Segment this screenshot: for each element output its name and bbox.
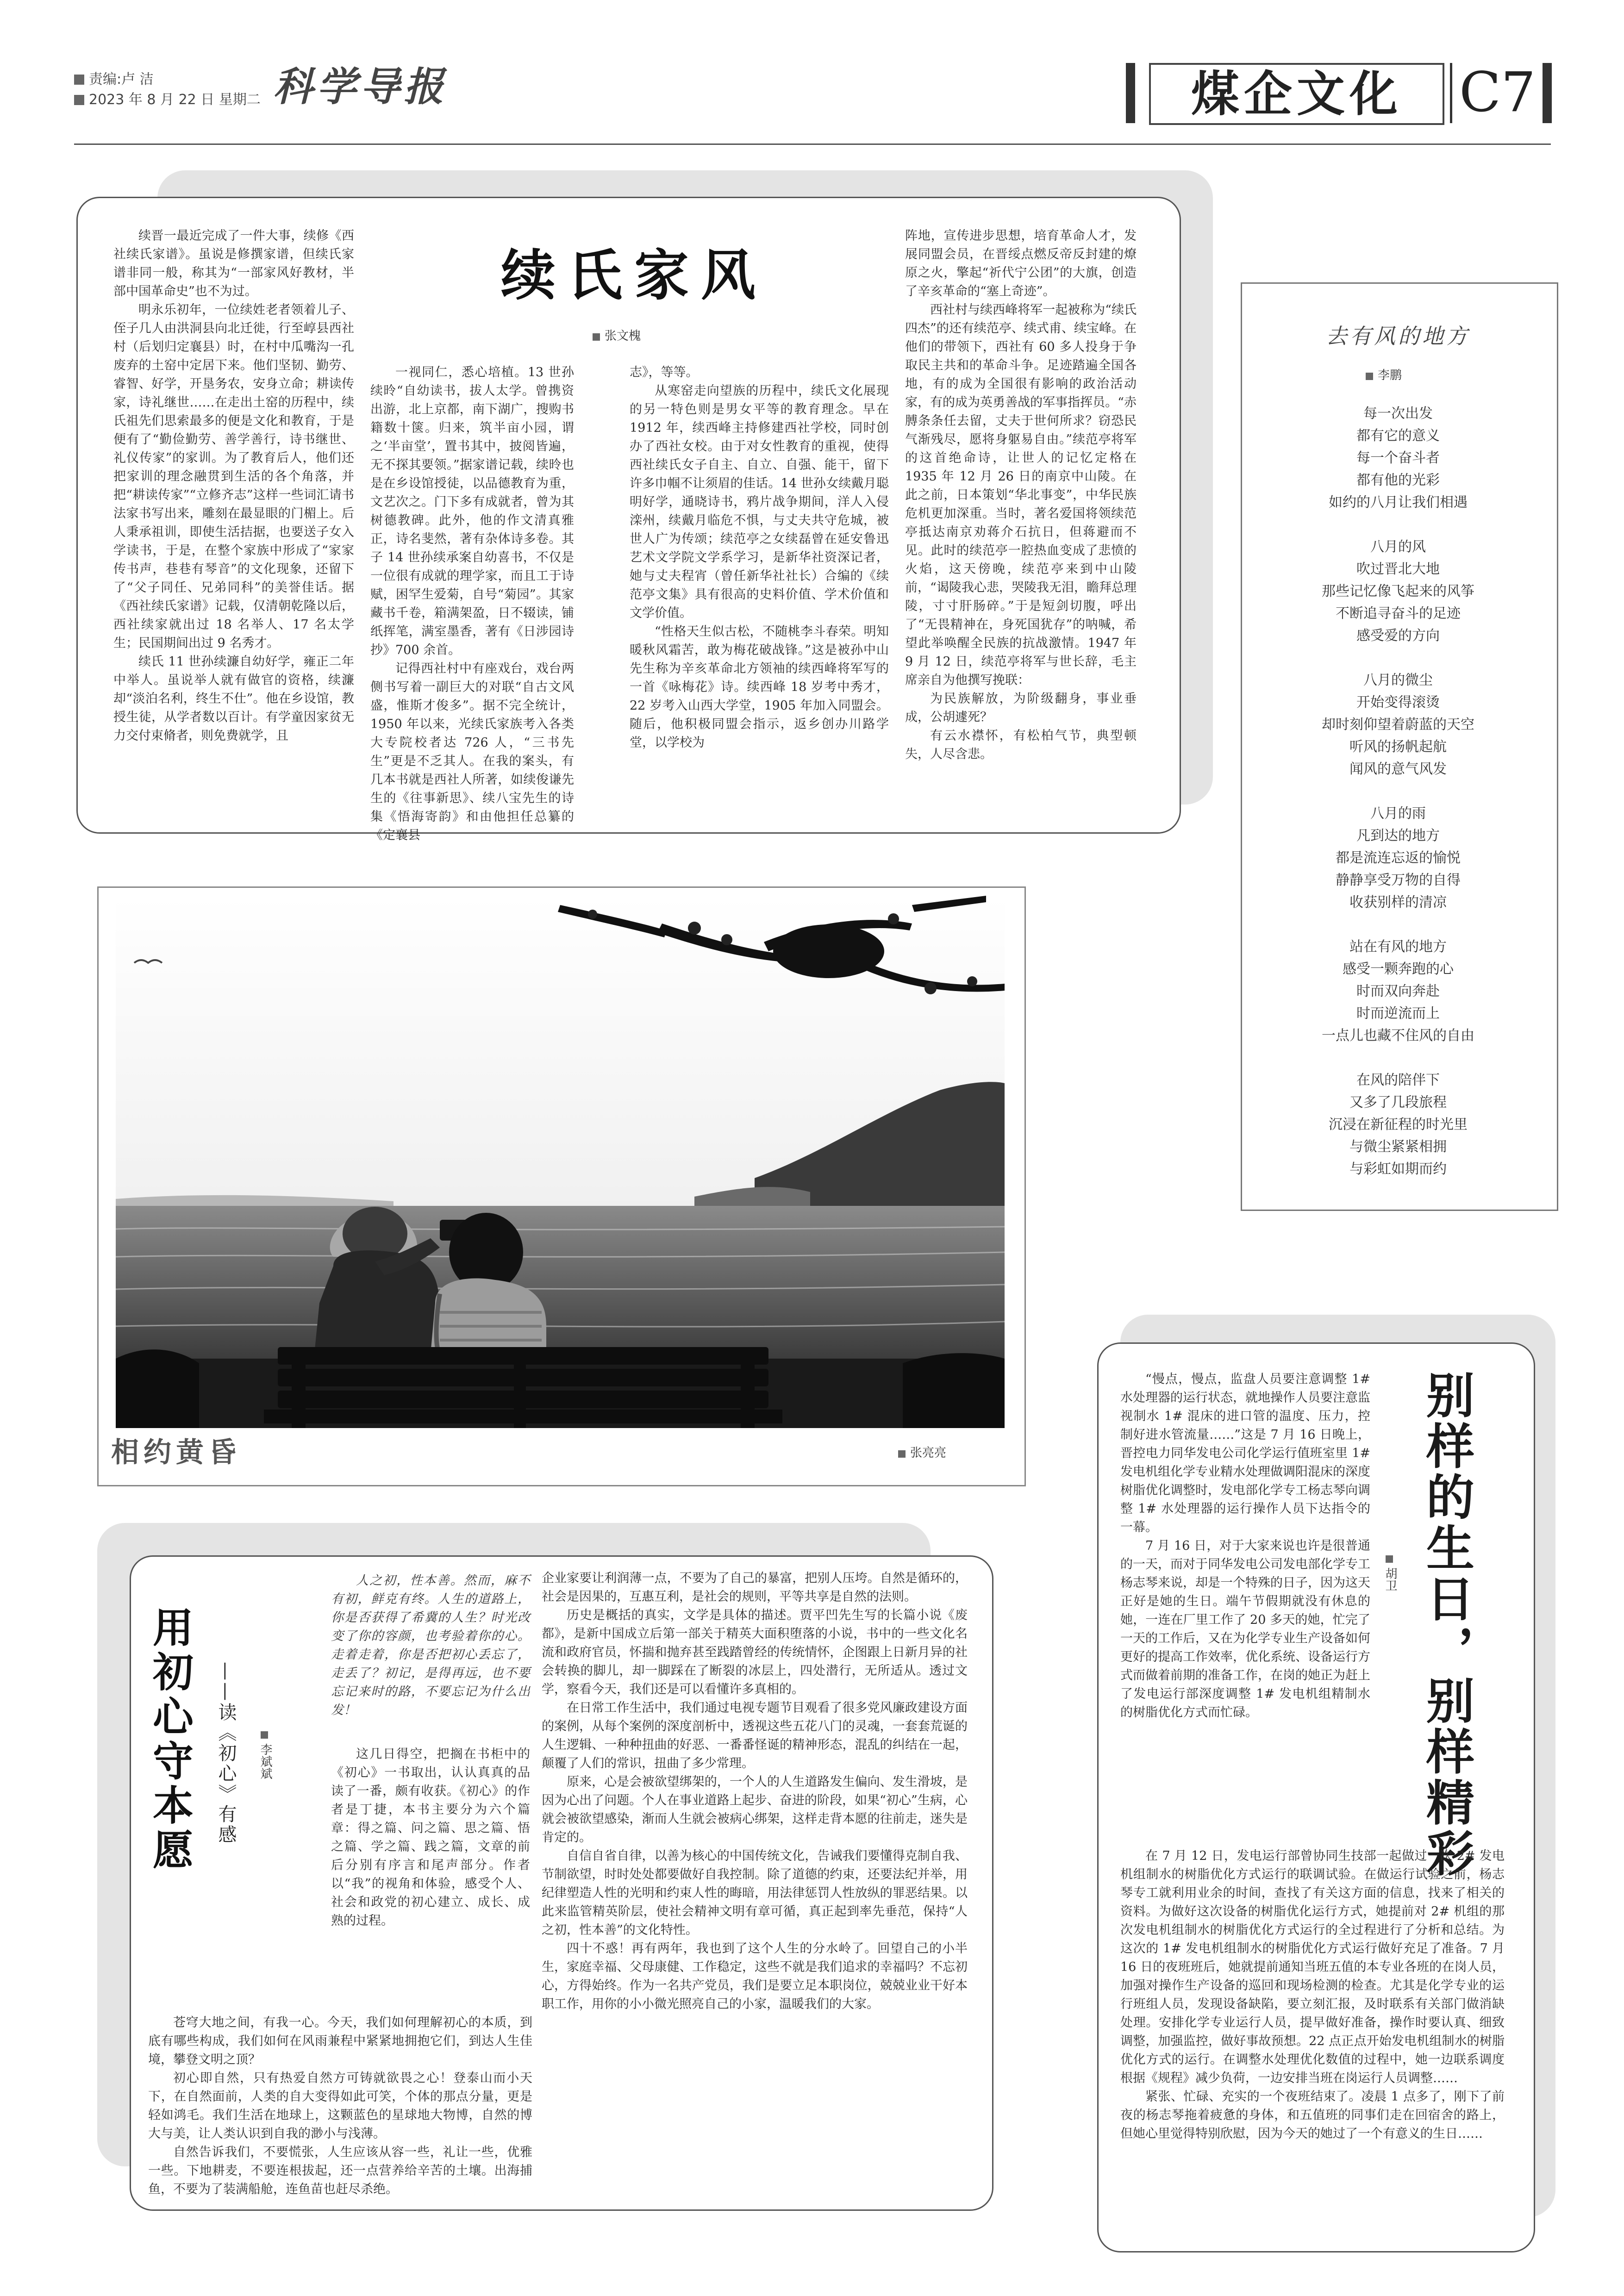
- poem-line: 吹过晋北大地: [1356, 561, 1440, 577]
- square-bullet-icon: [1386, 1555, 1393, 1563]
- paragraph: “性格天生似古松，不随桃李斗春荣。明知暖秋风霜苦，敢为梅花破战锋。”这是被孙中山先生称为辛亥革命北方领袖的续西峰将军写的一首《咏梅花》诗。续西峰 18 岁考中秀才，22 岁考入山西大学堂，1905 年加入同盟会。随后，他积极同盟会指示，返乡创办川路学堂，以学校为: [630, 624, 889, 750]
- poem-line: 时而双向奔赴: [1356, 983, 1440, 999]
- poem-line: 静静享受万物的自得: [1336, 872, 1461, 888]
- article1-col1: [113, 227, 354, 745]
- poem-line: 每一个奋斗者: [1356, 450, 1440, 466]
- section-divider: [1450, 63, 1452, 123]
- poem-line: 每一次出发: [1363, 406, 1433, 422]
- paragraph: 为民族解放，为阶级翻身，事业垂成，公胡遽死？: [905, 692, 1137, 724]
- poem-line: 那些记忆像飞起来的风筝: [1322, 583, 1474, 599]
- poem-body: [1245, 403, 1551, 1203]
- poem-line: 与微尘紧紧相拥: [1349, 1139, 1447, 1155]
- article3-title: 别样的生日，别样精彩: [1418, 1370, 1474, 1879]
- section-header: [1126, 50, 1575, 138]
- article3-col-lower: [1120, 1847, 1505, 2143]
- paragraph: 7 月 16 日，对于大家来说也许是很普通的一天，而对于同华发电公司发电部化学专工杨志琴来说，却是一个特殊的日子，因为这天正好是她的生日。端午节假期就没有休息的她，一连在厂里工作了 20 多天的她，忙完了一天的工作后，又在为化学专业生产设备如何更好的提高工作效率，优化系统、设备运行方式而做着前期的准备工作，在岗的她正为赶上了发电运行部深度调整 1# 发电机组精制水的树脂优化方式而忙碌。: [1120, 1539, 1370, 1720]
- header-rule: [74, 144, 1551, 145]
- article3-byline-wrap: [1382, 1555, 1399, 1591]
- article3-byline: 胡卫: [1383, 1567, 1397, 1591]
- paragraph: 在 7 月 12 日，发电运行部曾协同生技部一起做过一次 2# 发电机组制水的树脂优化方式运行的联调试验。在做运行试验之前，杨志琴专工就利用业余的时间，查找了有关这方面的信息，找来了相关的资料。为做好这次设备的树脂优化运行方式，她提前对 2# 机组的那次发电机组制水的树脂优化方式运行的全过程进行了分析和总结。为这次的 1# 发电机组制水的树脂优化方式运行做好充足了准备。7 月 16 日的夜班班后，她就提前通知当班五值的本专业各班的在岗人员，加强对操作生产设备的巡回和现场检测的检查。尤其是化学专业的运行班组人员，发现设备缺陷，要立刻汇报，及时联系有关部门做消缺处理。安排化学专业运行人员，提早做好准备，操作时要认真、细致调整，加强监控，做好事故预想。22 点正点开始发电机组制水的树脂优化方式的运行。在调整水处理优化数值的过程中，她一边联系调度根据《规程》减少负荷，一边安排当班在岗运行人员调整……: [1120, 1849, 1505, 2085]
- paragraph: 一视同仁，悉心培植。13 世孙续昤“自幼读书，拔人太学。曾携资出游，北上京都，南下湖广，搜购书籍数十箧。归来，筑半亩小园，谓之‘半亩堂’，置书其中，披阅皆遍，无不探其要领。”据家谱记载，续昤也是在乡设馆授徒，以品德教育为重，文艺次之。门下多有成就者，曾为其树德教碑。此外，他的作文清真雅正，诗名斐然，著有杂体诗多卷。其子 14 世孙续承案自幼喜书，不仅是一位很有成就的理学家，而且工于诗赋，困罕生爱菊，自号“菊园”。其家藏书千卷，箱满架盈，日不辍读，铺纸挥笔，满室墨香，著有《日涉园诗抄》700 余首。: [370, 365, 574, 657]
- editor-line: 责编:卢 洁: [74, 69, 261, 90]
- article1-byline-wrap: [593, 326, 641, 343]
- article2-byline: 李斌斌: [258, 1743, 272, 1779]
- poem-line: 在风的陪伴下: [1356, 1072, 1440, 1088]
- photo-sunset-couple: [116, 896, 1005, 1428]
- paragraph: 志》，等等。: [630, 365, 699, 380]
- poem-line: 都有他的光彩: [1356, 472, 1440, 488]
- paragraph: 这几日得空，把搁在书柜中的《初心》一书取出，认认真真的品读了一番，颇有收获。《初心》的作者是丁捷，本书主要分为六个篇章：得之篇、问之篇、思之篇、悟之篇、学之篇、践之篇，文章的前后分别有序言和尾声部分。作者以“我”的视角和体验，感受个人、社会和政党的初心建立、成长、成熟的过程。: [331, 1747, 530, 1928]
- poem-line: 都是流连忘返的愉悦: [1336, 850, 1461, 866]
- section-bar-icon: [1126, 63, 1135, 123]
- photo-credit: 张亮亮: [910, 1446, 947, 1460]
- section-title: 煤企文化: [1191, 66, 1402, 122]
- paragraph: 从寒窑走向望族的历程中，续氏文化展现的另一特色则是男女平等的教育理念。早在 1912 年，续西峰主持修建西社学校，同时创办了西社女校。由于对女性教育的重视，使得西社续氏女子自主、自立、自强、能干，留下许多巾帼不让须眉的佳话。14 世孙女续戴月聪明好学，通晓诗书，鸦片战争期间，洋人入侵滦州，续戴月临危不惧，与丈夫共守危城，被世人广为传颂；续范亭之女续磊曾在延安鲁迅艺术文学院文学系学习，是新华社资深记者，她与丈夫程宵（曾任新华社社长）合编的《续范亭文集》具有很高的史料价值、学术价值和文学价值。: [630, 384, 889, 620]
- poem-line: 收获别样的清凉: [1349, 894, 1447, 911]
- article3-col-upper: [1120, 1370, 1370, 1722]
- paragraph: 西社村与续西峰将军一起被称为“续氏四杰”的还有续范亭、续式甫、续宝峰。在他们的带领下，西社有 60 多人投身于争取民主共和的革命斗争。足迹踏遍全国各地，有的成为全国很有影响的政治活动家，有的成为英勇善战的军事指挥员。“赤膊条条任去留，丈夫于世何所求？窃恐民气渐残尽，愿将身躯易自由。”续范亭将军的这首绝命诗，让世人的记忆定格在 1935 年 12 月 26 日的南京中山陵。在此之前，日本策划“华北事变”，中华民族危机更加深重。当时，著名爱国将领续范亭抵达南京劝蒋介石抗日，但蒋避而不见。此时的续范亭一腔热血变成了悲愤的火焰，这天傍晚，续范亭来到中山陵前，“谒陵我心悲，哭陵我无泪，瞻拜总理陵，寸寸肝肠碎。”于是短剑切腹，呼出了“无畏精神在，身死国犹存”的呐喊，希望此举唤醒全民族的抗战激情。1947 年 9 月 12 日，续范亭将军与世长辞，毛主席亲自为他撰写挽联：: [905, 303, 1137, 687]
- paragraph: 记得西社村中有座戏台，戏台两侧书写着一副巨大的对联“自古文风盛，惟斯才俊多”。据不完全统计，1950 年以来，光续氏家族考入各类大专院校者达 726 人，“三书先生”更是不乏其人。在我的案头，有几本书就是西社人所著，如续俊谦先生的《往事新思》、续八宝先生的诗集《悟海寄韵》和由他担任总纂的《定襄县: [370, 661, 574, 842]
- poem-line: 与彩虹如期而约: [1349, 1161, 1447, 1177]
- paragraph: 初心即自然，只有热爱自然方可铸就欲畏之心！登泰山而小天下，在自然面前，人类的自大变得如此可笑，个体的那点分量，更是轻如鸿毛。我们生活在地球上，这颗蓝色的星球地大物博，自然的博大与美，让人类认识到自我的渺小与浅薄。: [148, 2071, 532, 2141]
- poem-line: 不断追寻奋斗的足迹: [1336, 605, 1461, 622]
- square-bullet-icon: [593, 333, 600, 341]
- poem-stanza: [1245, 403, 1551, 514]
- date-line: 2023 年 8 月 22 日 星期二: [74, 90, 261, 110]
- article1-col2: [370, 363, 574, 845]
- photo-caption: 相约黄昏: [111, 1436, 241, 1469]
- poem-line: 八月的雨: [1370, 805, 1426, 822]
- paragraph: 续氏 11 世孙续濂自幼好学，雍正二年中举人。虽说举人就有做官的资格，续濂却“淡泊名利，终生不仕”。他在乡设馆，教授生徒，从学者数以百计。有学童因家贫无力交付束脩者，则免费就学，且: [113, 655, 354, 743]
- poem-line: 开始变得滚烫: [1356, 694, 1440, 711]
- page-number: C7: [1459, 60, 1536, 124]
- paragraph: 自信自省自律，以善为核心的中国传统文化，告诫我们要懂得克制自我、节制欲望，时时处处都要做好自我控制。除了道德的约束，还要法纪并举，用纪律塑造人性的光明和约束人性的晦暗，用法律惩罚人性放纵的罪恶结果。以此来监管精英阶层，使社会精神文明有章可循，真正起到率先垂范，保持“人之初，性本善”的文化特性。: [542, 1849, 968, 1937]
- paragraph: 阵地，宣传进步思想，培育革命人才，发展同盟会员，在晋绥点燃反帝反封建的燎原之火，擎起“祈代宁公团”的大旗，创造了辛亥革命的“塞上奇迹”。: [905, 229, 1137, 299]
- paragraph: 历史是概括的真实，文学是具体的描述。贾平凹先生写的长篇小说《废都》，是新中国成立后第一部关于精英大面积堕落的小说，书中的一些文化名流和政府官员，怀揣和抛弃甚至践踏曾经的传统情怀，企图跟上日新月异的社会转换的脚儿，却一脚踩在了断裂的冰层上，四处潜行，无所适从。透过文学，察看今天，我们还是可以看懂许多真相的。: [542, 1608, 968, 1697]
- article2-title: 用初心守本愿: [146, 1606, 194, 1873]
- poem-line: 站在有风的地方: [1349, 939, 1447, 955]
- poem-line: 闻风的意气风发: [1349, 761, 1447, 777]
- article2-col1a: [331, 1745, 530, 1930]
- article2-quote: 人之初，性本善。然而，麻不有初，鲜克有终。人生的道路上，你是否获得了希冀的人生？时光改变了你的容颜，也考验着你的心。走着走着，你是否把初心丢忘了，走丢了？初记，是得再远，也不要忘记来时的路，不要忘记为什么出发！: [331, 1573, 530, 1717]
- poem-stanza: [1245, 803, 1551, 914]
- poem-line: 沉浸在新征程的时光里: [1329, 1117, 1468, 1133]
- poem-line: 八月的风: [1370, 539, 1426, 555]
- section-title-box: [1149, 63, 1444, 125]
- paragraph: 苍穹大地之间，有我一心。今天，我们如何理解初心的本质，到底有哪些构成，我们如何在风雨兼程中紧紧地拥抱它们，到达人生佳境，攀登文明之顶？: [148, 2015, 532, 2067]
- header-meta: [74, 69, 261, 110]
- article1-col4: [905, 227, 1137, 764]
- poem-line: 又多了几段旅程: [1349, 1094, 1447, 1111]
- article1-title: 续氏家风: [500, 243, 768, 307]
- article1-col3: [630, 363, 889, 752]
- paragraph: “慢点，慢点，监盘人员要注意调整 1# 水处理器的运行状态，就地操作人员要注意监视制水 1# 混床的进口管的温度、压力，控制好进水管流量……”这是 7 月 16 日晚上，晋控电力同华发电公司化学运行值班室里 1# 发电机组化学专业精水处理做调阳混床的深度树脂优化调整时，发电部化学专工杨志琴向调整 1# 水处理器的运行操作人员下达指令的一幕。: [1120, 1372, 1370, 1535]
- article2-byline-wrap: [257, 1731, 274, 1779]
- poem-stanza: [1245, 936, 1551, 1047]
- square-bullet-icon: [261, 1731, 268, 1739]
- poem-line: 时而逆流而上: [1356, 1005, 1440, 1022]
- poem-byline-wrap: [1366, 366, 1402, 383]
- square-bullet-icon: [74, 75, 84, 85]
- paragraph: 续晋一最近完成了一件大事，续修《西社续氏家谱》。虽说是修撰家谱，但续氏家谱非同一般，称其为“一部家风好教材，半部中国革命史”也不为过。: [113, 229, 354, 299]
- article1-byline: 张文槐: [605, 329, 641, 343]
- article2-subtitle: ——读《初心》有感: [215, 1662, 237, 1845]
- newspaper-masthead: 科学导报: [273, 63, 447, 110]
- paragraph: 有云水襟怀，有松柏气节，典型顿失，人尽含悲。: [905, 729, 1137, 761]
- square-bullet-icon: [1366, 373, 1373, 380]
- poem-line: 感受爱的方向: [1356, 628, 1440, 644]
- paragraph: 明永乐初年，一位续姓老者领着儿子、侄子几人由洪洞县向北迁徙，行至崞县西社村（后划归定襄县）时，在村中瓜嘴沟一孔废弃的土窑中定居下来。他们坚韧、勤劳、睿智、好学，开垦务农，安身立命；耕读传家，诗礼继世……在走出土窑的历程中，续氏祖先们思索最多的便是文化和教育，于是便有了“勤俭勤劳、善学善行，诗书继世、礼仪传家”的家训。为了教育后人，他们还把家训的理念融贯到生活的各个角落，并把“耕读传家”“立修齐志”这样一些词汇请书法家书写出来，雕刻在最显眼的门楣上。后人秉承祖训，即使生活拮据，也要送子女入学读书，于是，在整个家族中形成了“家家传书声，巷巷有琴音”的文化现象，还留下了“父子同任、兄弟同科”的美誉佳话。据《西社续氏家谱》记载，仅清朝乾隆以后，西社续家就出过 18 名举人、17 名太学生；民国期间出过 9 名秀才。: [113, 303, 354, 650]
- article2-col1b: [148, 2014, 532, 2199]
- paragraph: 在日常工作生活中，我们通过电视专题节目观看了很多党风廉政建设方面的案例，从每个案例的深度剖析中，透视这些五花八门的灵魂，一套套荒诞的人生逻辑、一种种扭曲的好恶、一番番怪诞的精神形态，混乱的纠结在一起，颠覆了人们的常识，扭曲了多少常理。: [542, 1701, 968, 1771]
- square-bullet-icon: [74, 95, 84, 105]
- poem-title: 去有风的地方: [1326, 324, 1470, 349]
- poem-line: 八月的微尘: [1363, 672, 1433, 688]
- paragraph: 企业家要让利润薄一点，不要为了自己的暴富，把别人压垮。自然是循环的，社会是因果的，互惠互利，是社会的规则，平等共享是自然的法则。: [542, 1571, 968, 1604]
- paragraph: 自然告诉我们，不要慌张，人生应该从容一些，礼让一些，优雅一些。下地耕麦，不要连根拔起，还一点营养给辛苦的土壤。出海捕鱼，不要为了装满船舱，连鱼苗也赶尽杀绝。: [148, 2145, 532, 2196]
- poem-line: 都有它的意义: [1356, 428, 1440, 444]
- section-bar-icon: [1543, 63, 1552, 123]
- square-bullet-icon: [898, 1450, 906, 1458]
- poem-line: 如约的八月让我们相遇: [1329, 494, 1468, 511]
- poem-stanza: [1245, 1069, 1551, 1180]
- paragraph: 紧张、忙碌、充实的一个夜班结束了。凌晨 1 点多了，刚下了前夜的杨志琴拖着疲惫的身体，和五值班的同事们走在回宿舍的路上，但她心里觉得特别欣慰，因为今天的她过了一个有意义的生日……: [1120, 2090, 1505, 2141]
- poem-line: 一点儿也藏不住风的自由: [1322, 1028, 1474, 1044]
- poem-line: 感受一颗奔跑的心: [1343, 961, 1454, 977]
- poem-line: 却时刻仰望着蔚蓝的天空: [1322, 717, 1474, 733]
- poem-byline: 李鹏: [1378, 368, 1402, 382]
- poem-line: 凡到达的地方: [1356, 828, 1440, 844]
- photo-credit-wrap: [898, 1443, 946, 1460]
- poem-stanza: [1245, 669, 1551, 780]
- article2-col2: [542, 1569, 968, 2014]
- poem-stanza: [1245, 536, 1551, 647]
- paragraph: 原来，心是会被欲望绑架的，一个人的人生道路发生偏向、发生滑坡，是因为心出了问题。个人在事业道路上起步、奋进的阶段，如果“初心”生病，心就会被欲望感染，渐而人生就会被病心绑架，这样走背本愿的往前走，迷失是肯定的。: [542, 1775, 968, 1845]
- paragraph: 四十不惑！再有两年，我也到了这个人生的分水岭了。回望自己的小半生，家庭幸福、父母康健、工作稳定，这些不就是我们追求的幸福吗？不忘初心，方得始终。作为一名共产党员，我们是要立足本职岗位，兢兢业业干好本职工作，用你的小小微光照亮自己的小家，温暖我们的大家。: [542, 1941, 968, 2011]
- poem-line: 听风的扬帆起航: [1349, 739, 1447, 755]
